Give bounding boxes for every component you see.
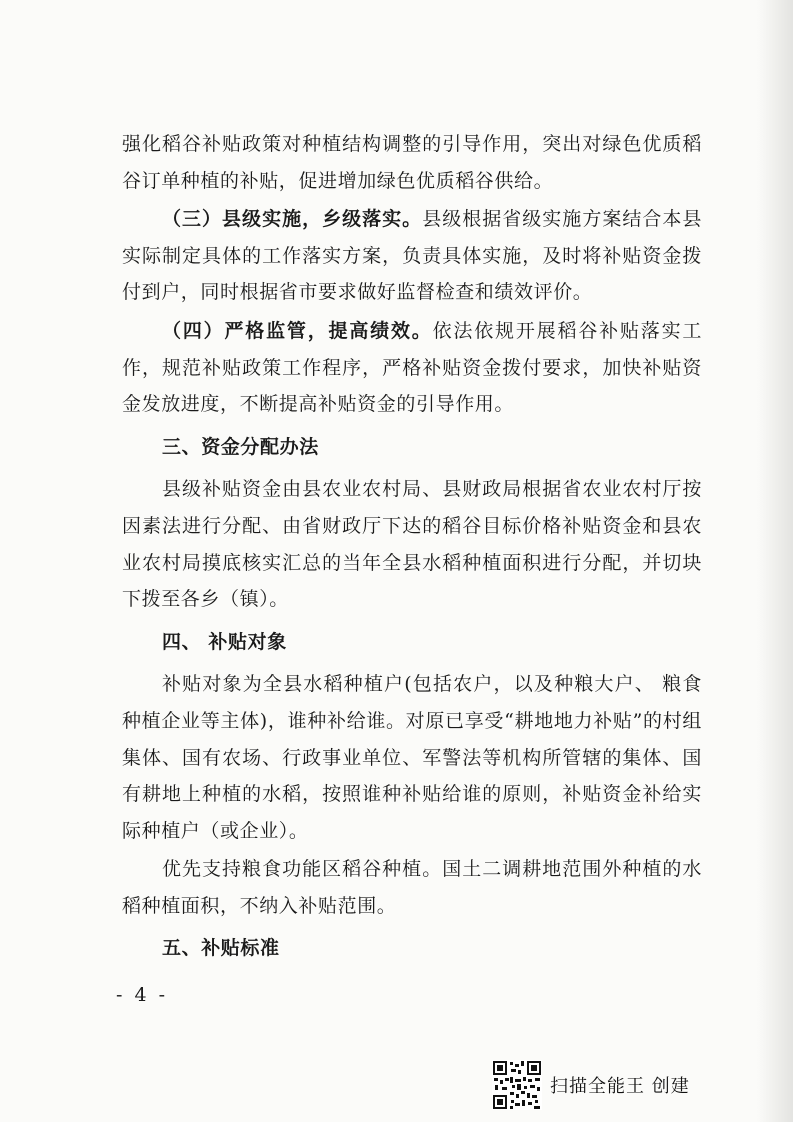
scanner-app-label: 扫描全能王 创建	[550, 1076, 690, 1097]
paragraph-county-implementation	[122, 201, 702, 311]
document-body	[122, 126, 702, 973]
page-number: - 4 -	[116, 984, 169, 1006]
paragraph-continued: 强化稻谷补贴政策对种植结构调整的引导作用，突出对绿色优质稻谷订单种植的补贴，促进增加绿色优质稻谷供给。	[122, 133, 702, 192]
page-edge-shadow	[757, 0, 793, 1122]
paragraph-text: 依法依规开展稻谷补贴落实工作，规范补贴政策工作程序，严格补贴资金拨付要求，加快补贴资金发放进度，不断提高补贴资金的引导作用。	[122, 319, 702, 416]
section-heading-subsidy-standard: 五、补贴标准	[162, 937, 280, 960]
paragraph-strict-supervision	[122, 313, 702, 423]
paragraph-lead: （四）严格监管，提高绩效。	[162, 319, 433, 342]
paragraph-priority-support: 优先支持粮食功能区稻谷种植。国土二调耕地范围外种植的水稻种植面积，不纳入补贴范围。	[122, 858, 702, 917]
paragraph-fund-allocation: 县级补贴资金由县农业农村局、县财政局根据省农业农村厅按因素法进行分配、由省财政厅下达的稻谷目标价格补贴资金和县农业农村局摸底核实汇总的当年全县水稻种植面积进行分配，并切块下拨至各乡（镇）。	[122, 478, 702, 611]
paragraph-subsidy-targets: 补贴对象为全县水稻种植户(包括农户，以及种粮大户、 粮食种植企业等主体)，谁种补给谁。对原已享受“耕地地力补贴”的村组集体、国有农场、行政事业单位、军警法等机构所管辖的集体、国有耕地上种植的水稻，按照谁种补贴给谁的原则，补贴资金补给实际种植户（或企业）。	[122, 673, 702, 842]
qr-code-icon	[492, 1060, 542, 1110]
paragraph-lead: （三）县级实施，乡级落实。	[162, 208, 423, 231]
paragraph-text: 县级根据省级实施方案结合本县实际制定具体的工作落实方案，负责具体实施，及时将补贴资金拨付到户，同时根据省市要求做好监督检查和绩效评价。	[122, 208, 702, 304]
scanner-watermark	[492, 1060, 690, 1110]
section-heading-subsidy-targets: 四、 补贴对象	[162, 630, 287, 653]
section-heading-fund-allocation: 三、资金分配办法	[162, 435, 319, 458]
